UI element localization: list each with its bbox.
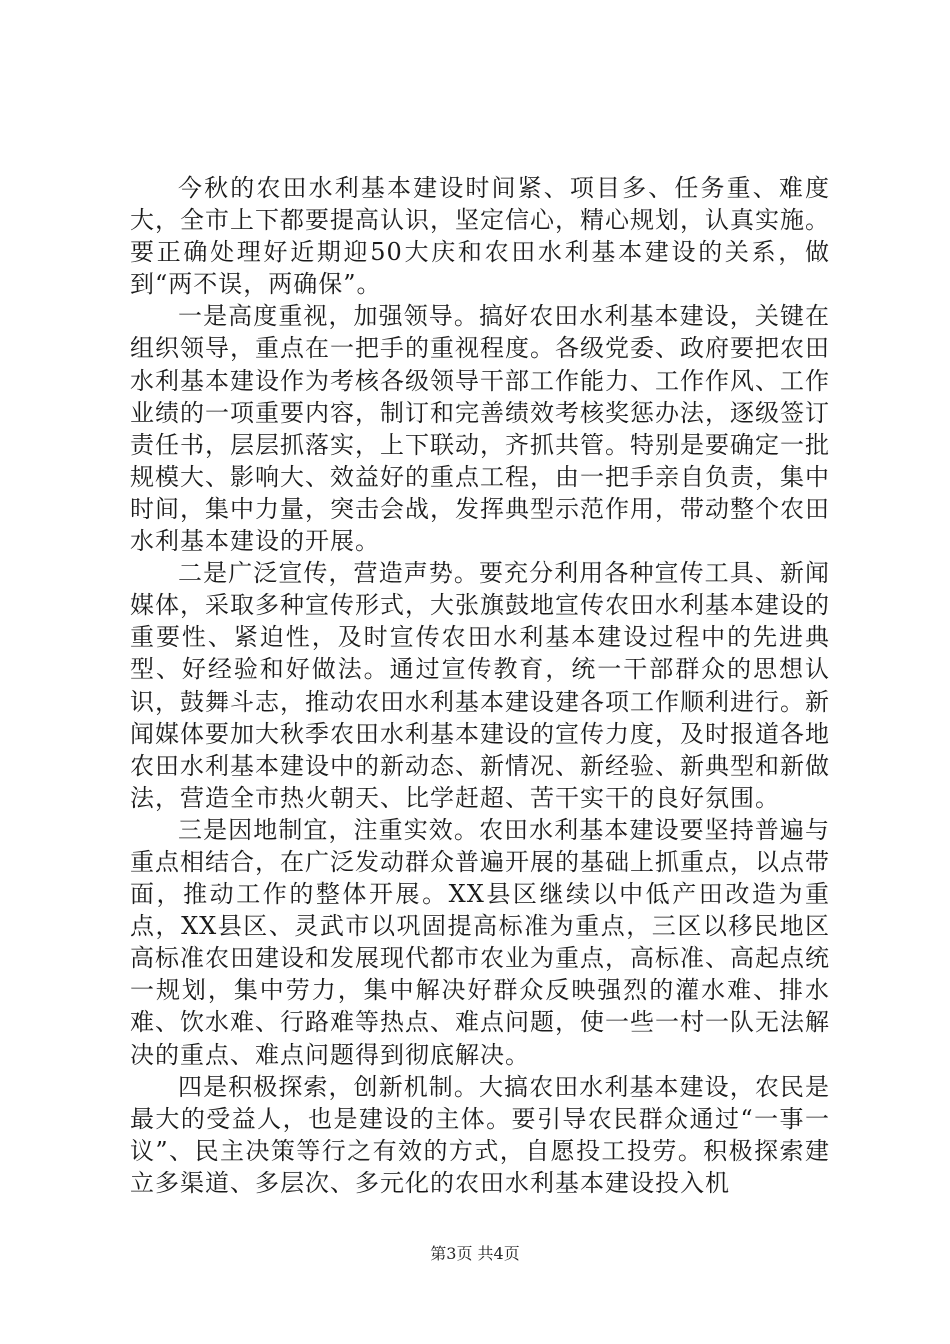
page-footer: 第3页 共4页: [430, 1244, 520, 1263]
paragraph-innovation: 四是积极探索，创新机制。大搞农田水利基本建设，农民是最大的受益人，也是建设的主体。要引导农民群众通过“一事一议”、民主决策等行之有效的方式，自愿投工投劳。积极探索建立多渠道、多层次、多元化的农田水利基本建设投入机: [130, 1072, 830, 1197]
paragraph-leadership: 一是高度重视，加强领导。搞好农田水利基本建设，关键在组织领导，重点在一把手的重视程度。各级党委、政府要把农田水利基本建设作为考核各级领导干部工作能力、工作作风、工作业绩的一项重要内容，制订和完善绩效考核奖惩办法，逐级签订责任书，层层抓落实，上下联动，齐抓共管。特别是要确定一批规模大、影响大、效益好的重点工程，由一把手亲自负责，集中时间，集中力量，突击会战，发挥典型示范作用，带动整个农田水利基本建设的开展。: [130, 302, 830, 556]
paragraph-publicity: 二是广泛宣传，营造声势。要充分利用各种宣传工具、新闻媒体，采取多种宣传形式，大张旗鼓地宣传农田水利基本建设的重要性、紧迫性，及时宣传农田水利基本建设过程中的先进典型、好经验和好做法。通过宣传教育，统一干部群众的思想认识，鼓舞斗志，推动农田水利基本建设建各项工作顺利进行。新闻媒体要加大秋季农田水利基本建设的宣传力度，及时报道各地农田水利基本建设中的新动态、新情况、新经验、新典型和新做法，营造全市热火朝天、比学赶超、苦干实干的良好氛围。: [130, 559, 830, 812]
paragraph-local-conditions: 三是因地制宜，注重实效。农田水利基本建设要坚持普遍与重点相结合，在广泛发动群众普遍开展的基础上抓重点，以点带面，推动工作的整体开展。XX县区继续以中低产田改造为重点，XX县区、灵武市以巩固提高标准为重点，三区以移民地区高标准农田建设和发展现代都市农业为重点，高标准、高起点统一规划，集中劳力，集中解决好群众反映强烈的灌水难、排水难、饮水难、行路难等热点、难点问题，使一些一村一队无法解决的重点、难点问题得到彻底解决。: [130, 815, 830, 1069]
paragraph-intro: 今秋的农田水利基本建设时间紧、项目多、任务重、难度大，全市上下都要提高认识，坚定信心，精心规划，认真实施。要正确处理好近期迎50大庆和农田水利基本建设的关系，做到“两不误，两确保”。: [130, 174, 830, 299]
document-body: [130, 172, 830, 1199]
